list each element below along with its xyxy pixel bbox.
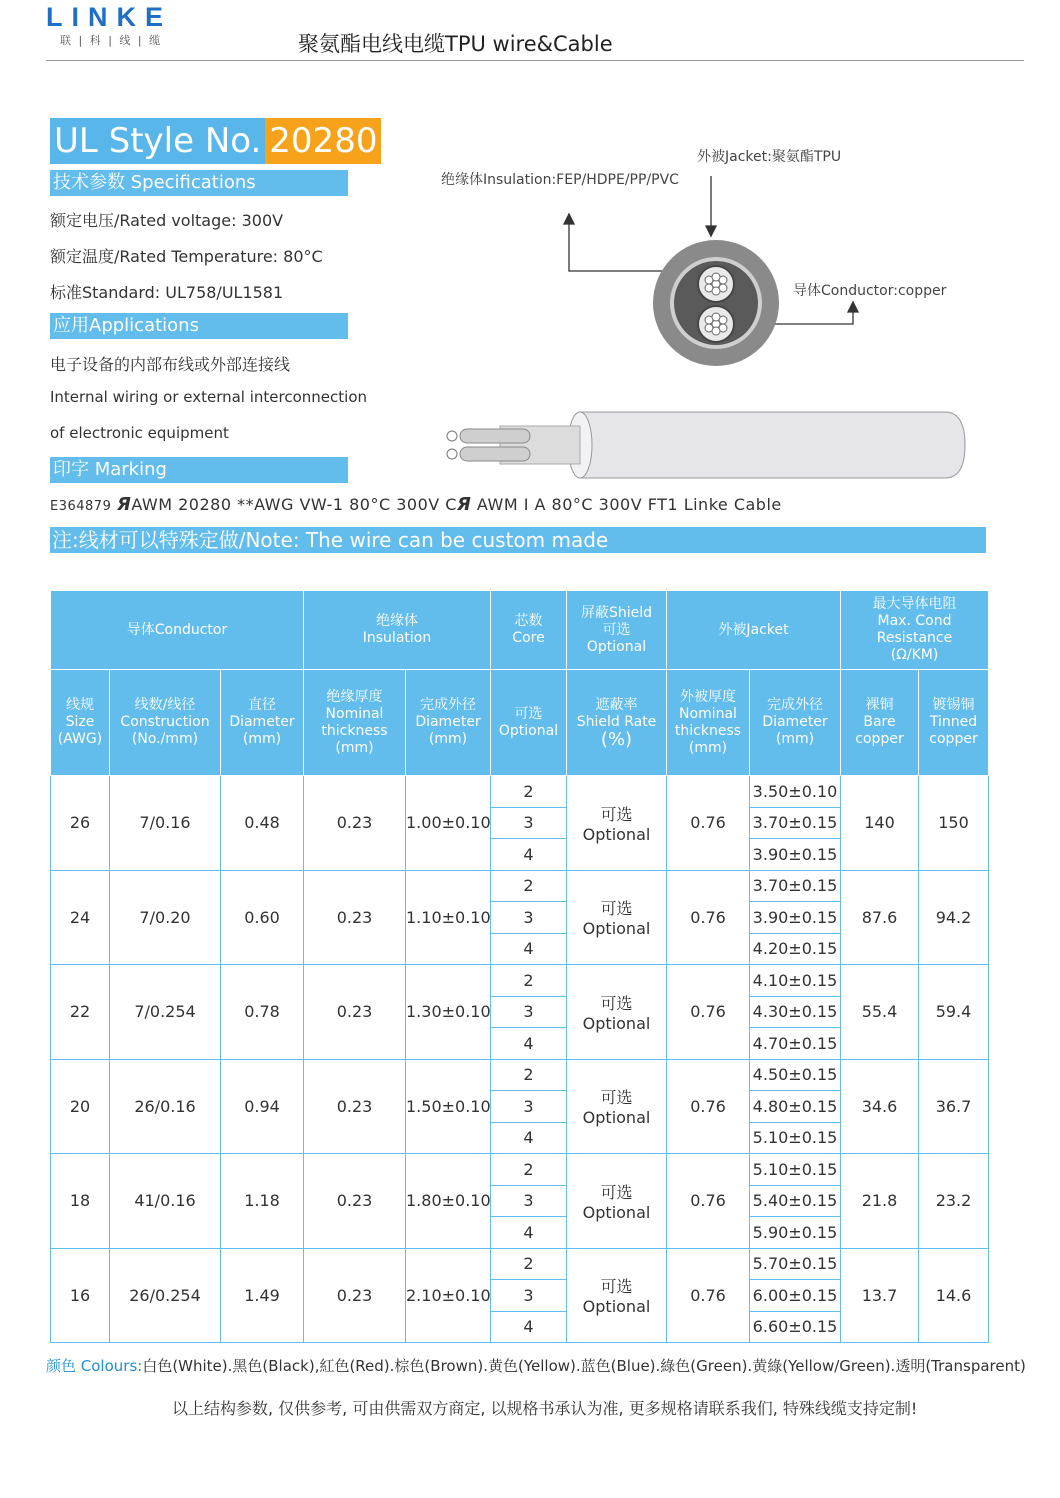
cell-insulation-thickness: 0.23: [304, 870, 406, 965]
marking-text-part2: AWM I A 80°C 300V FT1 Linke Cable: [471, 495, 782, 514]
header-insulation: 绝缘体 Insulation: [304, 591, 491, 670]
applications-heading: 应用Applications: [50, 313, 348, 339]
marking-code: E364879: [50, 499, 112, 514]
cell-jacket-diameter: 3.70±0.15: [750, 870, 841, 902]
cell-jacket-diameter: 5.70±0.15: [750, 1248, 841, 1280]
cell-jacket-diameter: 3.90±0.15: [750, 839, 841, 871]
subheader-construction: 线数/线径 Construction (No./mm): [110, 670, 221, 776]
header-divider: [46, 60, 1024, 61]
cell-tinned-copper: 94.2: [919, 870, 989, 965]
cell-shield: 可选Optional: [567, 1059, 667, 1154]
applications-cn: 电子设备的内部布线或外部连接线: [50, 355, 291, 374]
cell-jacket-thickness: 0.76: [667, 1248, 750, 1343]
subheader-ins-od: 完成外径 Diameter (mm): [406, 670, 491, 776]
cell-bare-copper: 140: [841, 776, 919, 871]
cell-diameter: 1.49: [221, 1248, 304, 1343]
cell-diameter: 1.18: [221, 1154, 304, 1249]
cell-insulation-thickness: 0.23: [304, 1059, 406, 1154]
cell-core: 4: [491, 1028, 567, 1060]
cell-jacket-thickness: 0.76: [667, 965, 750, 1060]
cell-insulation-diameter: 1.30±0.10: [406, 965, 491, 1060]
cell-core: 4: [491, 1311, 567, 1343]
header-resistance: 最大导体电阻 Max. Cond Resistance (Ω/KM): [841, 591, 989, 670]
table-row: [51, 776, 989, 808]
applications-en-line2: of electronic equipment: [50, 424, 229, 442]
cell-awg: 20: [51, 1059, 110, 1154]
logo-subtitle: 联 | 科 | 线 | 缆: [60, 34, 163, 47]
cell-insulation-thickness: 0.23: [304, 965, 406, 1060]
cell-core: 3: [491, 1280, 567, 1312]
cell-jacket-diameter: 3.50±0.10: [750, 776, 841, 808]
cell-shield: 可选Optional: [567, 1248, 667, 1343]
cell-jacket-diameter: 3.90±0.15: [750, 902, 841, 934]
cell-construction: 26/0.254: [110, 1248, 221, 1343]
cell-insulation-diameter: 1.00±0.10: [406, 776, 491, 871]
cell-diameter: 0.60: [221, 870, 304, 965]
cell-insulation-diameter: 1.50±0.10: [406, 1059, 491, 1154]
colours-line: [46, 1355, 1026, 1376]
specifications-heading: 技术参数 Specifications: [50, 170, 348, 196]
ul-style-label: UL Style No.: [50, 118, 265, 164]
ur-mark-icon: Я: [116, 494, 132, 515]
cell-bare-copper: 21.8: [841, 1154, 919, 1249]
cell-insulation-diameter: 1.80±0.10: [406, 1154, 491, 1249]
cable-diagram: [420, 150, 980, 490]
cell-construction: 26/0.16: [110, 1059, 221, 1154]
cell-core: 2: [491, 1154, 567, 1186]
cell-core: 2: [491, 965, 567, 997]
cell-core: 3: [491, 1091, 567, 1123]
colours-label: 颜色 Colours:: [46, 1357, 143, 1375]
cell-core: 3: [491, 996, 567, 1028]
table-row: [51, 1248, 989, 1280]
cell-core: 4: [491, 1122, 567, 1154]
cell-construction: 7/0.20: [110, 870, 221, 965]
ur-mark-icon-2: Я: [456, 494, 472, 515]
cell-construction: 7/0.254: [110, 965, 221, 1060]
header-core: 芯数 Core: [491, 591, 567, 670]
ul-style-number: 20280: [265, 118, 381, 164]
table-row: [51, 965, 989, 997]
cell-core: 2: [491, 776, 567, 808]
cell-jacket-thickness: 0.76: [667, 776, 750, 871]
subheader-bare: 裸铜 Bare copper: [841, 670, 919, 776]
subheader-jacket-thick: 外被厚度 Nominal thickness (mm): [667, 670, 750, 776]
table-row: [51, 1059, 989, 1091]
cell-core: 4: [491, 839, 567, 871]
insulation-label: 绝缘体Insulation:FEP/HDPE/PP/PVC: [441, 172, 679, 188]
cell-insulation-diameter: 2.10±0.10: [406, 1248, 491, 1343]
cell-insulation-thickness: 0.23: [304, 1248, 406, 1343]
cell-awg: 18: [51, 1154, 110, 1249]
document-title: 聚氨酯电线电缆TPU wire&Cable: [298, 32, 613, 56]
cell-awg: 24: [51, 870, 110, 965]
applications-en-line1: Internal wiring or external interconnection: [50, 388, 368, 406]
cell-awg: 26: [51, 776, 110, 871]
header-conductor: 导体Conductor: [51, 591, 304, 670]
cell-jacket-diameter: 4.80±0.15: [750, 1091, 841, 1123]
cell-diameter: 0.78: [221, 965, 304, 1060]
cell-core: 4: [491, 1217, 567, 1249]
cell-jacket-diameter: 6.60±0.15: [750, 1311, 841, 1343]
marking-text: [50, 494, 782, 515]
cell-jacket-diameter: 5.10±0.15: [750, 1122, 841, 1154]
rated-temperature: 额定温度/Rated Temperature: 80°C: [50, 247, 323, 266]
cell-insulation-diameter: 1.10±0.10: [406, 870, 491, 965]
cell-construction: 7/0.16: [110, 776, 221, 871]
cell-shield: 可选Optional: [567, 965, 667, 1060]
cell-jacket-diameter: 5.40±0.15: [750, 1185, 841, 1217]
cell-insulation-thickness: 0.23: [304, 776, 406, 871]
cell-bare-copper: 55.4: [841, 965, 919, 1060]
cell-diameter: 0.48: [221, 776, 304, 871]
cell-jacket-thickness: 0.76: [667, 1154, 750, 1249]
footer-note: 以上结构参数, 仅供参考, 可由供需双方商定, 以规格书承认为准, 更多规格请联系我们, 特殊线缆支持定制!: [172, 1399, 918, 1418]
cell-jacket-diameter: 4.20±0.15: [750, 933, 841, 965]
cell-core: 3: [491, 807, 567, 839]
custom-note-bar: 注:线材可以特殊定做/Note: The wire can be custom made: [50, 527, 986, 553]
cell-awg: 22: [51, 965, 110, 1060]
cell-core: 3: [491, 902, 567, 934]
subheader-jacket-od: 完成外径 Diameter (mm): [750, 670, 841, 776]
subheader-size: 线规 Size (AWG): [51, 670, 110, 776]
cell-core: 4: [491, 933, 567, 965]
cell-insulation-thickness: 0.23: [304, 1154, 406, 1249]
cell-core: 3: [491, 1185, 567, 1217]
cell-core: 2: [491, 870, 567, 902]
cell-shield: 可选Optional: [567, 870, 667, 965]
cell-jacket-diameter: 6.00±0.15: [750, 1280, 841, 1312]
cell-bare-copper: 87.6: [841, 870, 919, 965]
cell-core: 2: [491, 1248, 567, 1280]
cell-tinned-copper: 36.7: [919, 1059, 989, 1154]
marking-text-part1: AWM 20280 **AWG VW-1 80°C 300V C: [131, 495, 457, 514]
cell-bare-copper: 34.6: [841, 1059, 919, 1154]
marking-heading: 印字 Marking: [50, 457, 348, 483]
conductor-label: 导体Conductor:copper: [793, 283, 947, 299]
rated-voltage: 额定电压/Rated voltage: 300V: [50, 211, 284, 230]
table-row: [51, 870, 989, 902]
cell-shield: 可选Optional: [567, 1154, 667, 1249]
cell-construction: 41/0.16: [110, 1154, 221, 1249]
cell-jacket-diameter: 4.50±0.15: [750, 1059, 841, 1091]
specification-table: [50, 590, 989, 1343]
cell-tinned-copper: 59.4: [919, 965, 989, 1060]
cell-jacket-thickness: 0.76: [667, 870, 750, 965]
jacket-label: 外被Jacket:聚氨酯TPU: [697, 149, 842, 165]
colours-list: 白色(White).黑色(Black),紅色(Red).棕色(Brown).黄色(Yellow).蓝色(Blue).綠色(Green).黄綠(Yellow/Green).透明(Transparent): [142, 1357, 1026, 1375]
cell-jacket-diameter: 4.30±0.15: [750, 996, 841, 1028]
ul-style-badge: [50, 118, 381, 164]
cell-jacket-diameter: 4.10±0.15: [750, 965, 841, 997]
subheader-diameter: 直径 Diameter (mm): [221, 670, 304, 776]
cell-jacket-thickness: 0.76: [667, 1059, 750, 1154]
cell-diameter: 0.94: [221, 1059, 304, 1154]
subheader-ins-thick: 绝缘厚度 Nominal thickness (mm): [304, 670, 406, 776]
logo: LINKE: [46, 2, 172, 32]
cell-tinned-copper: 150: [919, 776, 989, 871]
cell-awg: 16: [51, 1248, 110, 1343]
subheader-shield-rate: 遮蔽率 Shield Rate (%): [567, 670, 667, 776]
cell-shield: 可选Optional: [567, 776, 667, 871]
cell-jacket-diameter: 4.70±0.15: [750, 1028, 841, 1060]
cell-jacket-diameter: 5.10±0.15: [750, 1154, 841, 1186]
header-jacket: 外被Jacket: [667, 591, 841, 670]
cell-jacket-diameter: 5.90±0.15: [750, 1217, 841, 1249]
subheader-tinned: 镀锡铜 Tinned copper: [919, 670, 989, 776]
cell-bare-copper: 13.7: [841, 1248, 919, 1343]
cell-jacket-diameter: 3.70±0.15: [750, 807, 841, 839]
standard: 标准Standard: UL758/UL1581: [50, 283, 284, 302]
cell-tinned-copper: 14.6: [919, 1248, 989, 1343]
table-row: [51, 1154, 989, 1186]
subheader-core-opt: 可选 Optional: [491, 670, 567, 776]
cell-core: 2: [491, 1059, 567, 1091]
header-shield: 屏蔽Shield 可选 Optional: [567, 591, 667, 670]
cell-tinned-copper: 23.2: [919, 1154, 989, 1249]
